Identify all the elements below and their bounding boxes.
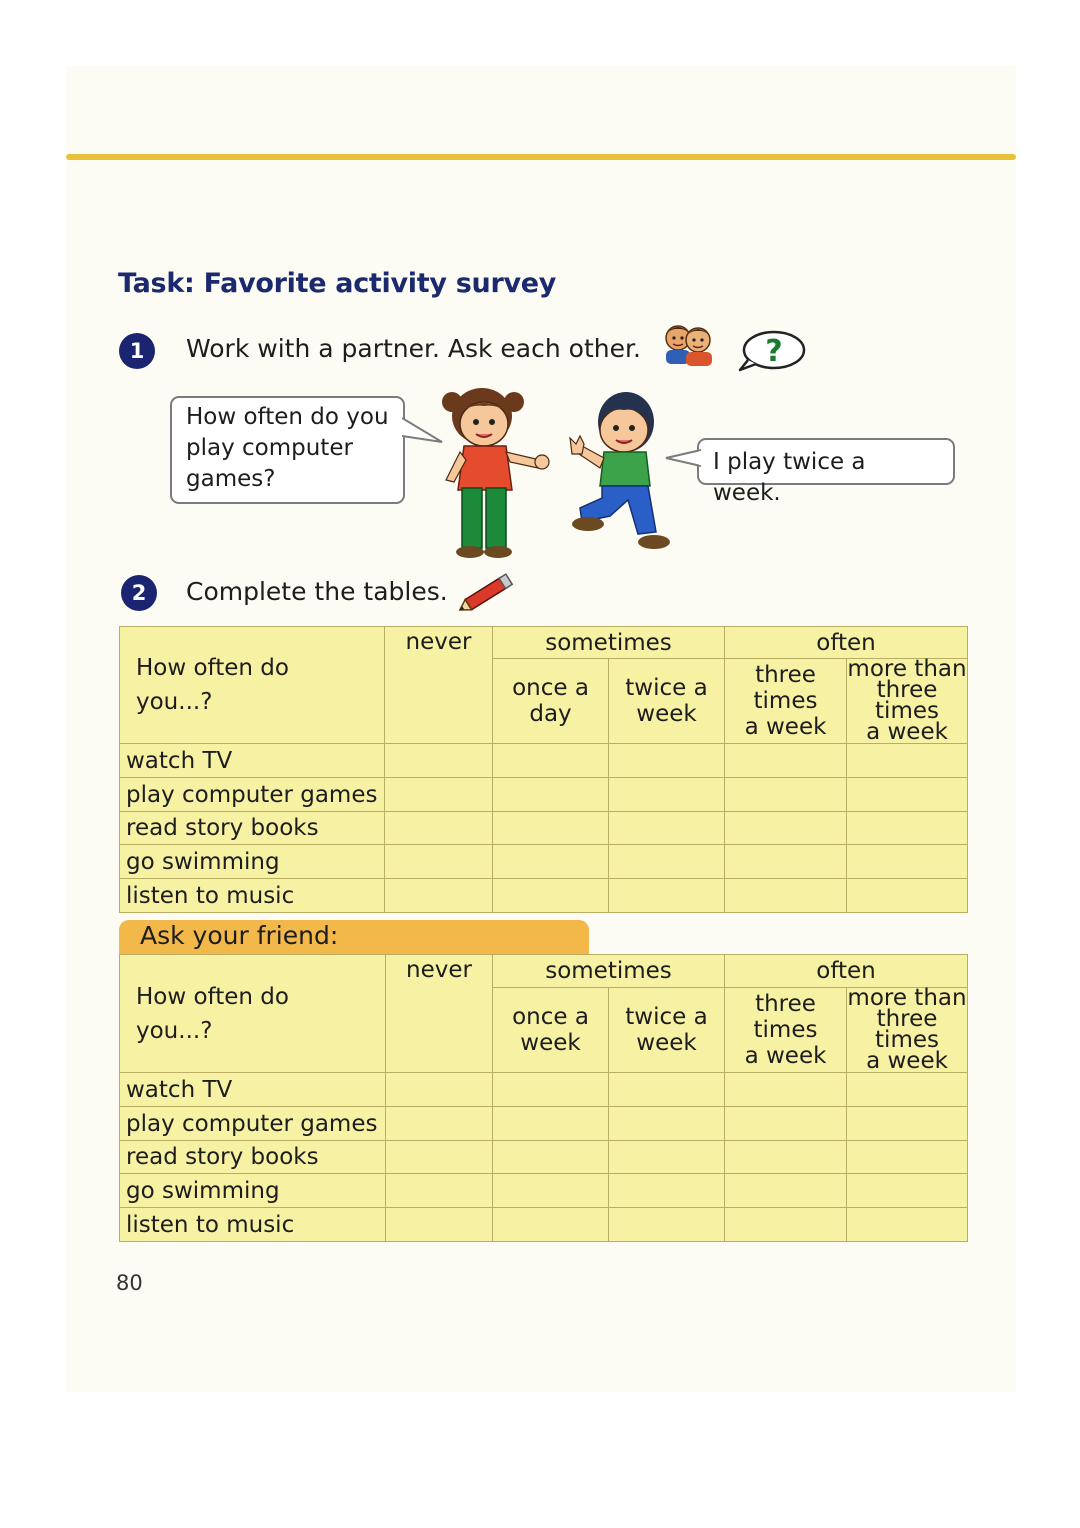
activity-label: read story books [120, 812, 385, 845]
col-line: three times [753, 662, 818, 714]
answer-cell[interactable] [386, 1141, 493, 1174]
step-2-instruction: Complete the tables. [186, 577, 448, 606]
table-row [120, 1208, 968, 1242]
top-rule [66, 154, 1016, 160]
answer-cell[interactable] [725, 845, 847, 879]
col-line: once a [512, 1004, 589, 1030]
answer-cell[interactable] [725, 879, 847, 913]
page-number: 80 [116, 1271, 143, 1295]
col-sometimes: sometimes [493, 955, 725, 988]
answer-cell[interactable] [847, 1208, 968, 1242]
svg-text:?: ? [765, 334, 783, 369]
bubble-line: play computer [186, 435, 353, 461]
activity-label: listen to music [120, 879, 385, 913]
activity-label: watch TV [120, 744, 385, 778]
answer-cell[interactable] [385, 778, 493, 812]
col-line: a week [744, 1043, 827, 1069]
step-2-badge: 2 [121, 575, 157, 611]
table-row [120, 1174, 968, 1208]
answer-cell[interactable] [493, 1141, 609, 1174]
col-often: often [725, 955, 968, 988]
table-1-question-header [120, 627, 385, 744]
answer-cell[interactable] [725, 778, 847, 812]
activity-label: play computer games [120, 778, 385, 812]
pair-work-icon [660, 320, 718, 368]
survey-table-2 [119, 954, 968, 1242]
answer-cell[interactable] [847, 845, 968, 879]
col-line: three times [875, 677, 939, 724]
col-never: never [386, 955, 493, 1073]
activity-label: read story books [120, 1141, 386, 1174]
table-row [120, 1073, 968, 1107]
answer-cell[interactable] [847, 744, 968, 778]
activity-label: listen to music [120, 1208, 386, 1242]
answer-cell[interactable] [493, 1208, 609, 1242]
answer-cell[interactable] [385, 845, 493, 879]
activity-label: go swimming [120, 1174, 386, 1208]
table-row [120, 1141, 968, 1174]
bubble-line: games? [186, 466, 276, 492]
answer-cell[interactable] [609, 845, 725, 879]
pencil-icon [455, 572, 519, 614]
answer-cell[interactable] [385, 812, 493, 845]
col-line: more than [847, 985, 967, 1011]
answer-cell[interactable] [847, 1141, 968, 1174]
col-line: more than [847, 656, 967, 682]
question-speech-bubble [170, 396, 405, 504]
activity-label: go swimming [120, 845, 385, 879]
answer-speech-bubble [697, 438, 955, 506]
answer-cell[interactable] [493, 879, 609, 913]
col-line: week [636, 701, 697, 727]
col-line: once a [512, 675, 589, 701]
task-title: Task: Favorite activity survey [118, 268, 557, 299]
answer-cell[interactable] [493, 1107, 609, 1141]
answer-cell[interactable] [386, 1107, 493, 1141]
answer-cell[interactable] [609, 1174, 725, 1208]
answer-cell[interactable] [609, 879, 725, 913]
answer-cell[interactable] [609, 1107, 725, 1141]
kids-illustration [430, 382, 680, 564]
answer-cell[interactable] [725, 1174, 847, 1208]
col-never: never [385, 627, 493, 744]
answer-cell[interactable] [493, 845, 609, 879]
answer-cell[interactable] [386, 1208, 493, 1242]
table-row [120, 845, 968, 879]
answer-cell[interactable] [725, 1141, 847, 1174]
boy-figure [570, 392, 670, 549]
col-once-a-day [493, 659, 609, 744]
col-line: three times [753, 991, 818, 1043]
answer-cell[interactable] [609, 778, 725, 812]
answer-cell[interactable] [609, 1141, 725, 1174]
answer-cell[interactable] [609, 812, 725, 845]
table-row [120, 812, 968, 845]
answer-cell[interactable] [725, 812, 847, 845]
header-line: How often do [136, 983, 289, 1010]
survey-table-1 [119, 626, 968, 913]
col-often: often [725, 627, 968, 659]
answer-cell[interactable] [847, 1073, 968, 1107]
answer-cell[interactable] [725, 1073, 847, 1107]
col-line: twice a [625, 675, 708, 701]
col-more-than-three-times [847, 656, 968, 745]
answer-cell[interactable] [493, 744, 609, 778]
col-line: twice a [625, 1004, 708, 1030]
col-more-than-three-times [847, 985, 968, 1074]
col-sometimes: sometimes [493, 627, 725, 659]
answer-cell[interactable] [386, 1073, 493, 1107]
header-line: you...? [136, 689, 213, 715]
answer-cell[interactable] [609, 744, 725, 778]
answer-cell[interactable] [385, 879, 493, 913]
col-line: a week [866, 1048, 948, 1074]
table-row [120, 744, 968, 778]
col-line: day [529, 701, 572, 727]
step-1-badge: 1 [119, 333, 155, 369]
answer-cell[interactable] [725, 1107, 847, 1141]
activity-label: watch TV [120, 1073, 386, 1107]
col-line: a week [744, 714, 827, 740]
table-row [120, 1107, 968, 1141]
answer-cell[interactable] [493, 1073, 609, 1107]
table-row [120, 778, 968, 812]
ask-friend-label: Ask your friend: [140, 921, 339, 950]
table-2-question-header [120, 955, 386, 1073]
bubble-line: How often do you [186, 404, 389, 430]
answer-cell[interactable] [847, 812, 968, 845]
question-bubble-icon [738, 328, 806, 374]
col-once-a-week [493, 988, 609, 1073]
answer-cell[interactable] [847, 778, 968, 812]
answer-cell[interactable] [609, 1073, 725, 1107]
answer-cell[interactable] [493, 812, 609, 845]
col-three-times-a-week [725, 988, 847, 1073]
answer-cell[interactable] [725, 744, 847, 778]
answer-cell[interactable] [493, 778, 609, 812]
answer-cell[interactable] [385, 744, 493, 778]
answer-cell[interactable] [609, 1208, 725, 1242]
answer-cell[interactable] [725, 1208, 847, 1242]
header-line: How often do [136, 655, 289, 681]
answer-cell[interactable] [493, 1174, 609, 1208]
bubble-line: I play twice a week. [713, 449, 866, 506]
table-row [120, 879, 968, 913]
col-line: week [520, 1030, 581, 1056]
col-line: week [636, 1030, 697, 1056]
col-twice-a-week [609, 988, 725, 1073]
header-line: you...? [136, 1017, 213, 1044]
col-line: three times [875, 1006, 939, 1053]
step-1-instruction: Work with a partner. Ask each other. [186, 334, 641, 363]
answer-cell[interactable] [847, 879, 968, 913]
girl-figure [442, 388, 549, 558]
col-three-times-a-week [725, 659, 847, 744]
col-line: a week [866, 719, 948, 745]
answer-cell[interactable] [847, 1174, 968, 1208]
answer-cell[interactable] [847, 1107, 968, 1141]
activity-label: play computer games [120, 1107, 386, 1141]
answer-cell[interactable] [386, 1174, 493, 1208]
col-twice-a-week [609, 659, 725, 744]
